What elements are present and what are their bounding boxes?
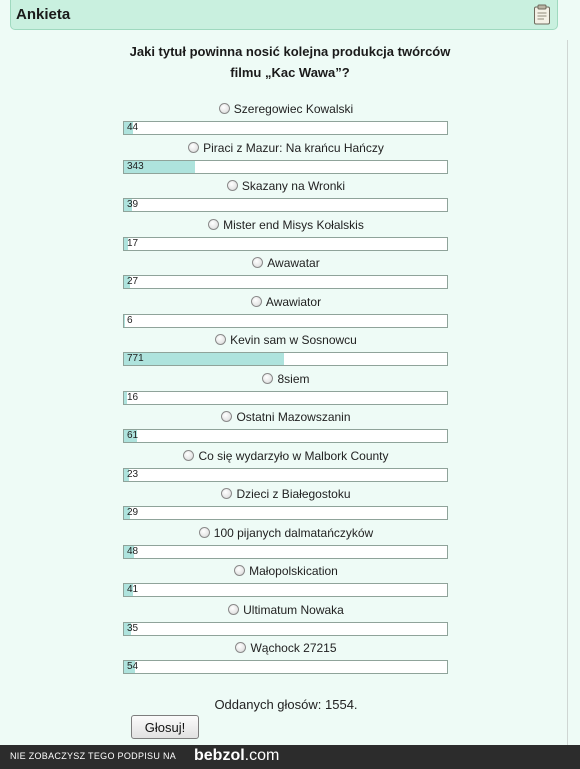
radio-button[interactable]	[235, 642, 246, 653]
radio-button[interactable]	[234, 565, 245, 576]
vote-bar	[123, 545, 448, 559]
poll-option-label[interactable]	[0, 487, 572, 501]
vote-count: 343	[127, 160, 144, 172]
poll-option	[0, 524, 580, 563]
poll-option-label[interactable]	[0, 333, 572, 347]
poll-options	[0, 100, 580, 678]
radio-button[interactable]	[221, 411, 232, 422]
poll-question-line-1: Jaki tytuł powinna nosić kolejna produkcja twórców	[129, 44, 451, 59]
radio-button[interactable]	[219, 103, 230, 114]
vote-bar	[123, 160, 448, 174]
vote-bar	[123, 121, 448, 135]
clipboard-icon[interactable]	[533, 4, 551, 25]
poll-option	[0, 293, 580, 332]
vote-count: 44	[127, 122, 139, 133]
total-votes: Oddanych głosów: 1554.	[214, 697, 358, 712]
poll-option	[0, 601, 580, 640]
vote-bar	[123, 506, 448, 520]
vote-bar	[123, 198, 448, 212]
vote-count: 54	[127, 661, 139, 672]
vote-bar	[123, 391, 448, 405]
poll-option-label[interactable]	[0, 141, 572, 155]
poll-option	[0, 370, 580, 409]
vote-count: 35	[127, 622, 139, 634]
poll-option-label[interactable]	[0, 179, 572, 193]
radio-button[interactable]	[183, 450, 194, 461]
poll-option-label[interactable]	[0, 372, 572, 386]
poll-option-label[interactable]	[0, 603, 572, 617]
radio-button[interactable]	[252, 257, 263, 268]
poll-option	[0, 254, 580, 293]
vote-bar	[123, 237, 448, 251]
poll-header	[10, 0, 558, 30]
poll-option-text: Dzieci z Białegostoku	[236, 487, 351, 501]
radio-button[interactable]	[188, 142, 199, 153]
vote-bar	[123, 468, 448, 482]
radio-button[interactable]	[215, 334, 226, 345]
footer-banner	[0, 745, 580, 769]
poll-option-label[interactable]	[0, 256, 572, 270]
poll-question	[80, 41, 500, 83]
poll-option-text: 8siem	[277, 371, 310, 386]
vote-bar	[123, 314, 448, 328]
poll-option-text: Co się wydarzyło w Malbork County	[198, 448, 389, 463]
radio-button[interactable]	[251, 296, 262, 307]
vote-count: 16	[127, 391, 139, 403]
footer-caption: NIE ZOBACZYSZ TEGO PODPISU NA	[10, 751, 177, 761]
poll-option-label[interactable]	[0, 449, 572, 463]
vote-count: 61	[127, 430, 139, 441]
vote-count: 29	[127, 507, 139, 518]
poll-option-text: Awawatar	[267, 256, 320, 270]
poll-option-text: Mister end Misys Kołalskis	[223, 217, 364, 232]
vote-bar	[123, 660, 448, 674]
vote-bar-fill	[124, 315, 125, 327]
vote-button[interactable]: Głosuj!	[131, 715, 199, 739]
radio-button[interactable]	[227, 180, 238, 191]
poll-option	[0, 100, 580, 139]
poll-option	[0, 408, 580, 447]
poll-option-text: Szeregowiec Kowalski	[233, 102, 354, 116]
poll-option-text: Ostatni Mazowszanin	[236, 410, 351, 424]
poll-option-text: Awawiator	[265, 294, 322, 309]
footer-brand-suffix: .com	[244, 747, 280, 764]
poll-option	[0, 216, 580, 255]
poll-option	[0, 331, 580, 370]
poll-option-label[interactable]	[0, 102, 572, 116]
radio-button[interactable]	[221, 488, 232, 499]
poll-option	[0, 447, 580, 486]
poll-option-label[interactable]	[0, 564, 572, 578]
vote-count: 771	[127, 353, 144, 364]
vote-bar	[123, 275, 448, 289]
vote-count: 41	[127, 584, 139, 595]
vote-count: 23	[127, 468, 139, 480]
poll-option	[0, 562, 580, 601]
vote-bar	[123, 352, 448, 366]
vote-count: 27	[127, 276, 139, 287]
poll-title: Ankieta	[16, 6, 71, 23]
poll-option-text: Wąchock 27215	[250, 641, 337, 655]
footer-brand[interactable]	[194, 747, 279, 765]
radio-button[interactable]	[208, 219, 219, 230]
poll-option	[0, 139, 580, 178]
poll-option-label[interactable]	[0, 641, 572, 655]
vote-count: 48	[127, 545, 139, 557]
radio-button[interactable]	[262, 373, 273, 384]
radio-button[interactable]	[228, 604, 239, 615]
vote-bar	[123, 622, 448, 636]
poll-option-label[interactable]	[0, 218, 572, 232]
poll-option-text: Ultimatum Nowaka	[243, 602, 344, 617]
poll-question-line-2: filmu „Kac Wawa”?	[230, 65, 350, 80]
poll-option	[0, 639, 580, 678]
vote-count: 17	[127, 237, 139, 249]
vote-bar	[123, 429, 448, 443]
poll-option-label[interactable]	[0, 526, 572, 540]
vote-bar	[123, 583, 448, 597]
poll-option	[0, 485, 580, 524]
poll-option-text: Małopolskication	[249, 564, 338, 578]
poll-option-label[interactable]	[0, 295, 572, 309]
footer-brand-main: bebzol	[194, 747, 245, 764]
radio-button[interactable]	[199, 527, 210, 538]
poll-option-text: Skazany na Wronki	[241, 179, 346, 193]
poll-option-text: Piraci z Mazur: Na krańcu Hańczy	[203, 140, 384, 155]
poll-option-label[interactable]	[0, 410, 572, 424]
poll-option-text: Kevin sam w Sosnowcu	[230, 333, 357, 347]
vote-count: 6	[127, 314, 133, 326]
vote-bar-fill	[124, 353, 284, 365]
vote-count: 39	[127, 199, 139, 210]
poll-option-text: 100 pijanych dalmatańczyków	[213, 525, 374, 540]
poll-option	[0, 177, 580, 216]
